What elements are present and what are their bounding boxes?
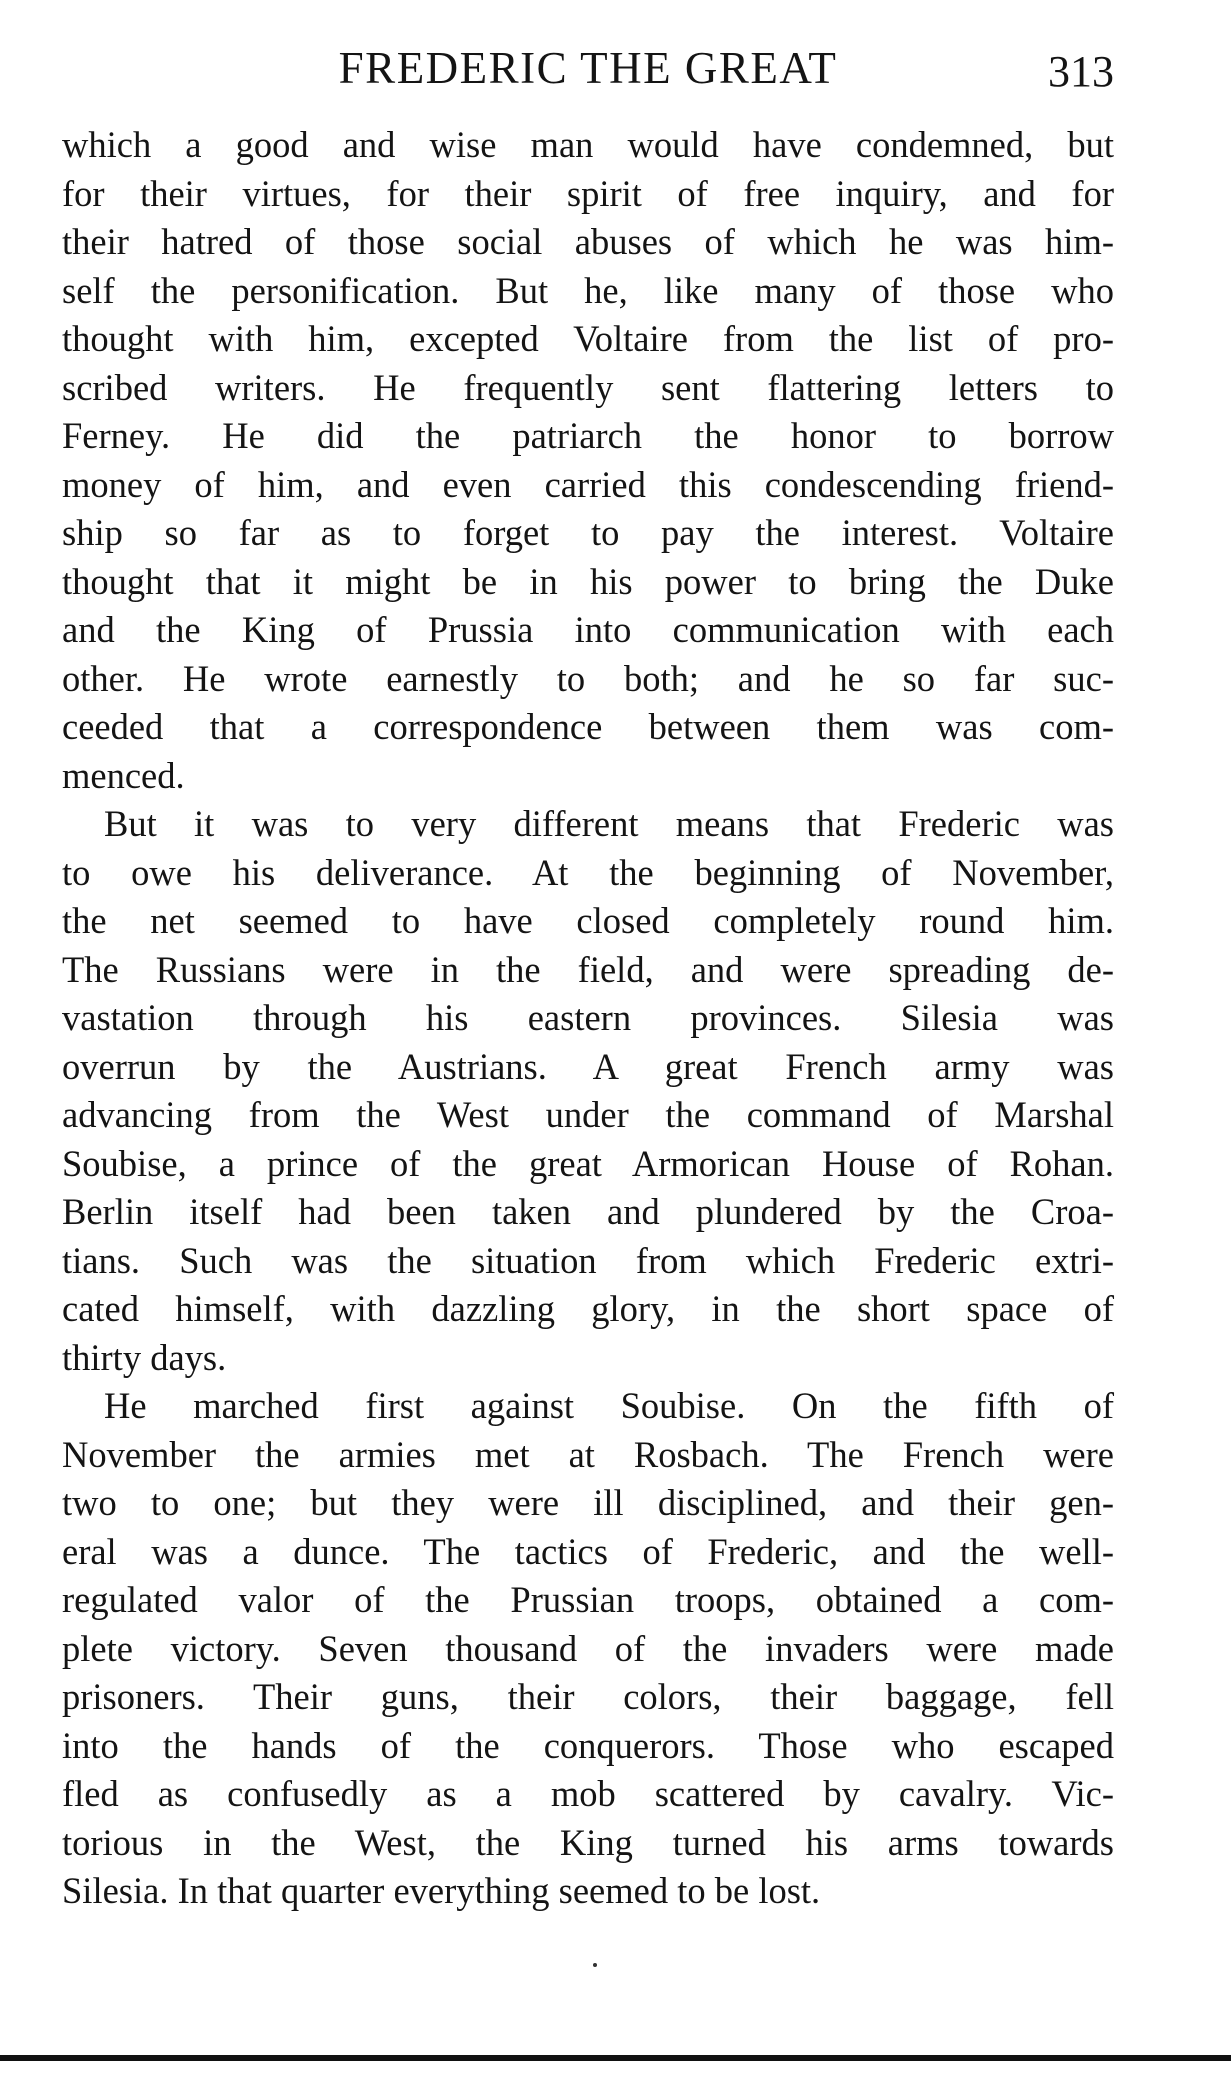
text-line: Ferney. He did the patriarch the honor to borrow <box>62 415 1114 456</box>
text-line: fled as confusedly as a mob scattered by cavalry. Vic- <box>62 1773 1114 1814</box>
text-line: self the personification. But he, like many of those who <box>62 269 1114 311</box>
paragraph <box>62 800 1114 1382</box>
page-number: 313 <box>1048 47 1114 96</box>
page-header <box>62 38 1114 98</box>
paragraph <box>62 121 1114 800</box>
text-line: their hatred of those social abuses of which he was him- <box>62 221 1114 262</box>
text-line: for their virtues, for their spirit of free inquiry, and for <box>62 172 1114 214</box>
text-line: menced. <box>62 754 185 796</box>
text-line: regulated valor of the Prussian troops, obtained a com- <box>62 1579 1114 1620</box>
text-line: The Russians were in the field, and were spreading de- <box>62 948 1114 990</box>
text-line: and the King of Prussia into communication with each <box>62 609 1114 650</box>
body-text <box>62 121 1114 1916</box>
text-line: overrun by the Austrians. A great French army was <box>62 1045 1114 1087</box>
text-line: Silesia. In that quarter everything seemed to be lost. <box>62 1870 821 1911</box>
text-line: to owe his deliverance. At the beginning of November, <box>62 851 1114 893</box>
bottom-rule <box>0 2055 1231 2061</box>
text-line: thirty days. <box>62 1336 227 1378</box>
text-line: ceeded that a correspondence between them was com- <box>62 706 1114 747</box>
text-line: thought with him, excepted Voltaire from the list of pro- <box>62 318 1114 359</box>
paragraph <box>62 1382 1114 1916</box>
text-line: ship so far as to forget to pay the interest. Voltaire <box>62 512 1114 553</box>
text-line: prisoners. Their guns, their colors, their baggage, fell <box>62 1676 1114 1717</box>
text-line: into the hands of the conquerors. Those who escaped <box>62 1724 1114 1766</box>
text-line: November the armies met at Rosbach. The French were <box>62 1433 1114 1475</box>
text-line: eral was a dunce. The tactics of Frederic, and the well- <box>62 1530 1114 1572</box>
text-line: advancing from the West under the command of Marshal <box>62 1094 1114 1135</box>
text-line: vastation through his eastern provinces. Silesia was <box>62 997 1114 1038</box>
text-line: He marched first against Soubise. On the fifth of <box>104 1385 1114 1426</box>
text-line: Soubise, a prince of the great Armorican House of Rohan. <box>62 1142 1114 1184</box>
text-line: But it was to very different means that Frederic was <box>104 803 1114 844</box>
stray-mark <box>593 1963 597 1967</box>
text-line: tians. Such was the situation from which Frederic extri- <box>62 1239 1114 1281</box>
text-line: the net seemed to have closed completely round him. <box>62 900 1114 941</box>
text-line: thought that it might be in his power to bring the Duke <box>62 560 1114 602</box>
text-line: two to one; but they were ill disciplined, and their gen- <box>62 1482 1114 1523</box>
text-line: Berlin itself had been taken and plundered by the Croa- <box>62 1191 1114 1232</box>
text-line: scribed writers. He frequently sent flattering letters to <box>62 366 1114 408</box>
text-line: torious in the West, the King turned his arms towards <box>62 1821 1114 1863</box>
text-line: which a good and wise man would have condemned, but <box>62 124 1114 165</box>
text-line: other. He wrote earnestly to both; and he so far suc- <box>62 657 1114 699</box>
text-line: plete victory. Seven thousand of the invaders were made <box>62 1627 1114 1669</box>
text-line: money of him, and even carried this condescending friend- <box>62 463 1114 505</box>
text-line: cated himself, with dazzling glory, in the short space of <box>62 1288 1114 1329</box>
running-title: FREDERIC THE GREAT <box>338 43 838 93</box>
